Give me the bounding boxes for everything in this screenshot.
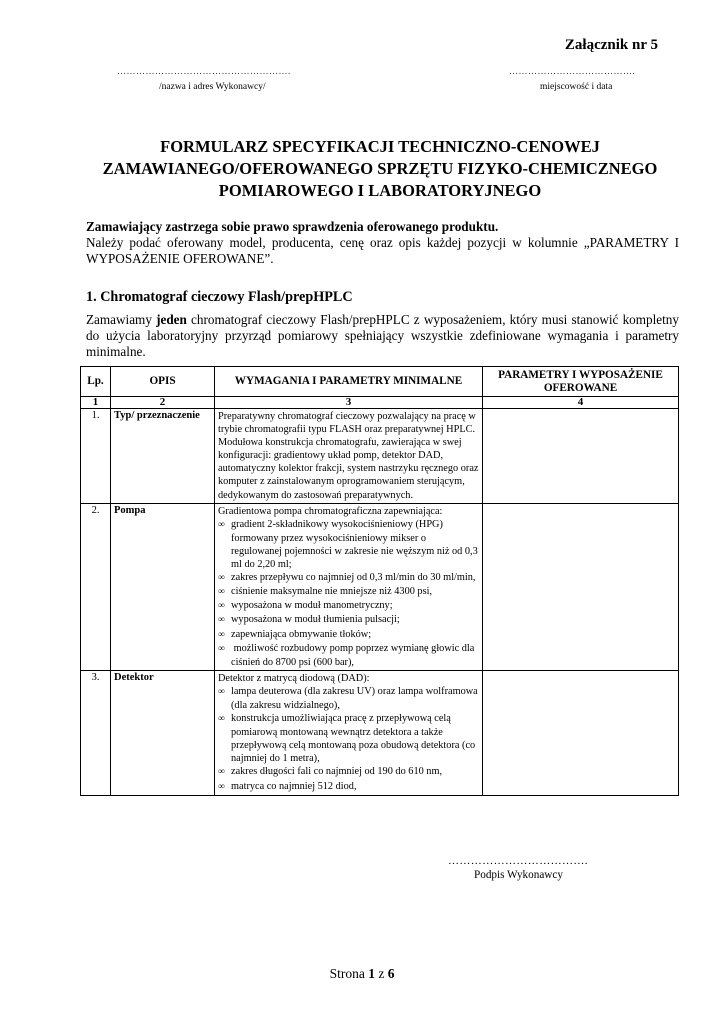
requirements-text: Preparatywny chromatograf cieczowy pozwalający na pracę w trybie chromatografii typu FLASH oraz preparatywnej HPLC. Modułowa konstrukcja chromatografu, zawierająca w swej konfiguracji: gradientowy układ pomp, detektor DAD, automatyczny kolektor frakcji, system nastrzyku ręcznego oraz komputer z zainstalowanym oprogramowaniem sterującym, dedykowanym do zastosowań preparatywnych. xyxy=(218,411,479,501)
signature-dots: ………………………………. xyxy=(448,855,588,867)
header-opis: OPIS xyxy=(111,367,215,397)
header-lp: Lp. xyxy=(81,367,111,397)
offered-parameters-cell[interactable] xyxy=(483,503,679,670)
requirement-item: ∞ możliwość rozbudowy pomp poprzez wymianę głowic dla ciśnień do 8700 psi (600 bar), xyxy=(218,642,479,669)
requirements-text: Detektor z matrycą diodową (DAD): xyxy=(218,672,370,684)
contractor-label: /nazwa i adres Wykonawcy/ xyxy=(159,82,266,92)
total-pages: 6 xyxy=(387,966,395,981)
row-requirements xyxy=(215,409,483,504)
table-row xyxy=(81,670,679,795)
column-numbers-row xyxy=(81,397,679,409)
instruction-text: Należy podać oferowany model, producenta, cenę oraz opis każdej pozycji w kolumnie „PARAMETRY I WYPOSAŻENIE OFEROWANE”. xyxy=(86,235,679,266)
section-title: 1. Chromatograf cieczowy Flash/prepHPLC xyxy=(86,289,353,305)
header-requirements: WYMAGANIA I PARAMETRY MINIMALNE xyxy=(215,367,483,397)
table-row xyxy=(81,503,679,670)
form-title xyxy=(80,136,680,202)
offered-parameters-cell[interactable] xyxy=(483,670,679,795)
section-text-start: Zamawiamy xyxy=(86,312,157,327)
requirement-item: ∞ zakres długości fali co najmniej od 190 do 610 nm, xyxy=(218,765,479,779)
place-date-label: miejscowość i data xyxy=(540,82,613,92)
section-text-rest: chromatograf cieczowy Flash/prepHPLC z wyposażeniem, który musi stanowić kompletny do użycia laboratoryjny przyrząd pomiarowy spełniający wszystkie zdefiniowane wymagania i parametry minimalne. xyxy=(86,312,679,359)
column-number: 1 xyxy=(81,397,111,409)
reservation-note: Zamawiający zastrzega sobie prawo sprawdzenia oferowanego produktu. xyxy=(86,219,499,234)
requirement-item: ∞ gradient 2-składnikowy wysokociśnieniowy (HPG) formowany przez wysokociśnieniowy mikser o regulowanej pojemności w zakresie nie węższym niż od 0,3 ml do 2,20 ml; xyxy=(218,518,479,571)
row-requirements xyxy=(215,503,483,670)
requirement-item: ∞ wyposażona w moduł tłumienia pulsacji; xyxy=(218,613,479,627)
row-requirements xyxy=(215,670,483,795)
column-number: 4 xyxy=(483,397,679,409)
place-date-dots: …………………………………. xyxy=(509,66,636,76)
requirement-item: ∞ konstrukcja umożliwiająca pracę z przepływową celą pomiarową montowaną wewnątrz detektora a także przepływową celą montowaną poza obudową detektora (co najmniej do 1 metra), xyxy=(218,712,479,765)
footer-prefix: Strona xyxy=(329,966,369,981)
form-title-line-3: POMIAROWEGO I LABORATORYJNEGO xyxy=(218,181,542,200)
table-body xyxy=(81,409,679,796)
column-number: 2 xyxy=(111,397,215,409)
row-description: Typ/ przeznaczenie xyxy=(111,409,215,504)
signature-label: Podpis Wykonawcy xyxy=(474,869,563,881)
current-page-number: 1 xyxy=(368,966,375,981)
annex-label: Załącznik nr 5 xyxy=(564,37,658,53)
requirement-item: ∞ matryca co najmniej 512 diod, xyxy=(218,780,479,794)
requirement-item: ∞ ciśnienie maksymalne nie mniejsze niż 4300 psi, xyxy=(218,585,479,599)
column-number: 3 xyxy=(215,397,483,409)
row-number: 1. xyxy=(81,409,111,504)
requirement-item: ∞ lampa deuterowa (dla zakresu UV) oraz lampa wolframowa (dla zakresu widzialnego), xyxy=(218,685,479,712)
table-row xyxy=(81,409,679,504)
requirements-text: Gradientowa pompa chromatograficzna zapewniająca: xyxy=(218,505,443,517)
requirement-item: ∞ wyposażona w moduł manometryczny; xyxy=(218,599,479,613)
row-number: 3. xyxy=(81,670,111,795)
table-header-row xyxy=(81,367,679,397)
requirements-list xyxy=(218,685,479,794)
requirement-item: ∞ zapewniająca obmywanie tłoków; xyxy=(218,628,479,642)
requirement-item: ∞ zakres przepływu co najmniej od 0,3 ml/min do 30 ml/min, xyxy=(218,571,479,585)
form-title-line-2: ZAMAWIANEGO/OFEROWANEGO SPRZĘTU FIZYKO-CHEMICZNEGO xyxy=(102,159,658,178)
page-footer xyxy=(0,966,724,982)
requirements-list xyxy=(218,518,479,669)
contractor-dots: ………………………………………………. xyxy=(117,66,291,76)
header-offered: PARAMETRY I WYPOSAŻENIE OFEROWANE xyxy=(483,367,679,397)
row-number: 2. xyxy=(81,503,111,670)
specification-table xyxy=(80,366,679,796)
row-description: Pompa xyxy=(111,503,215,670)
footer-of: z xyxy=(374,966,388,981)
section-text-bold: jeden xyxy=(156,312,187,327)
form-title-line-1: FORMULARZ SPECYFIKACJI TECHNICZNO-CENOWEJ xyxy=(160,137,600,156)
section-description xyxy=(86,312,679,360)
offered-parameters-cell[interactable] xyxy=(483,409,679,504)
row-description: Detektor xyxy=(111,670,215,795)
